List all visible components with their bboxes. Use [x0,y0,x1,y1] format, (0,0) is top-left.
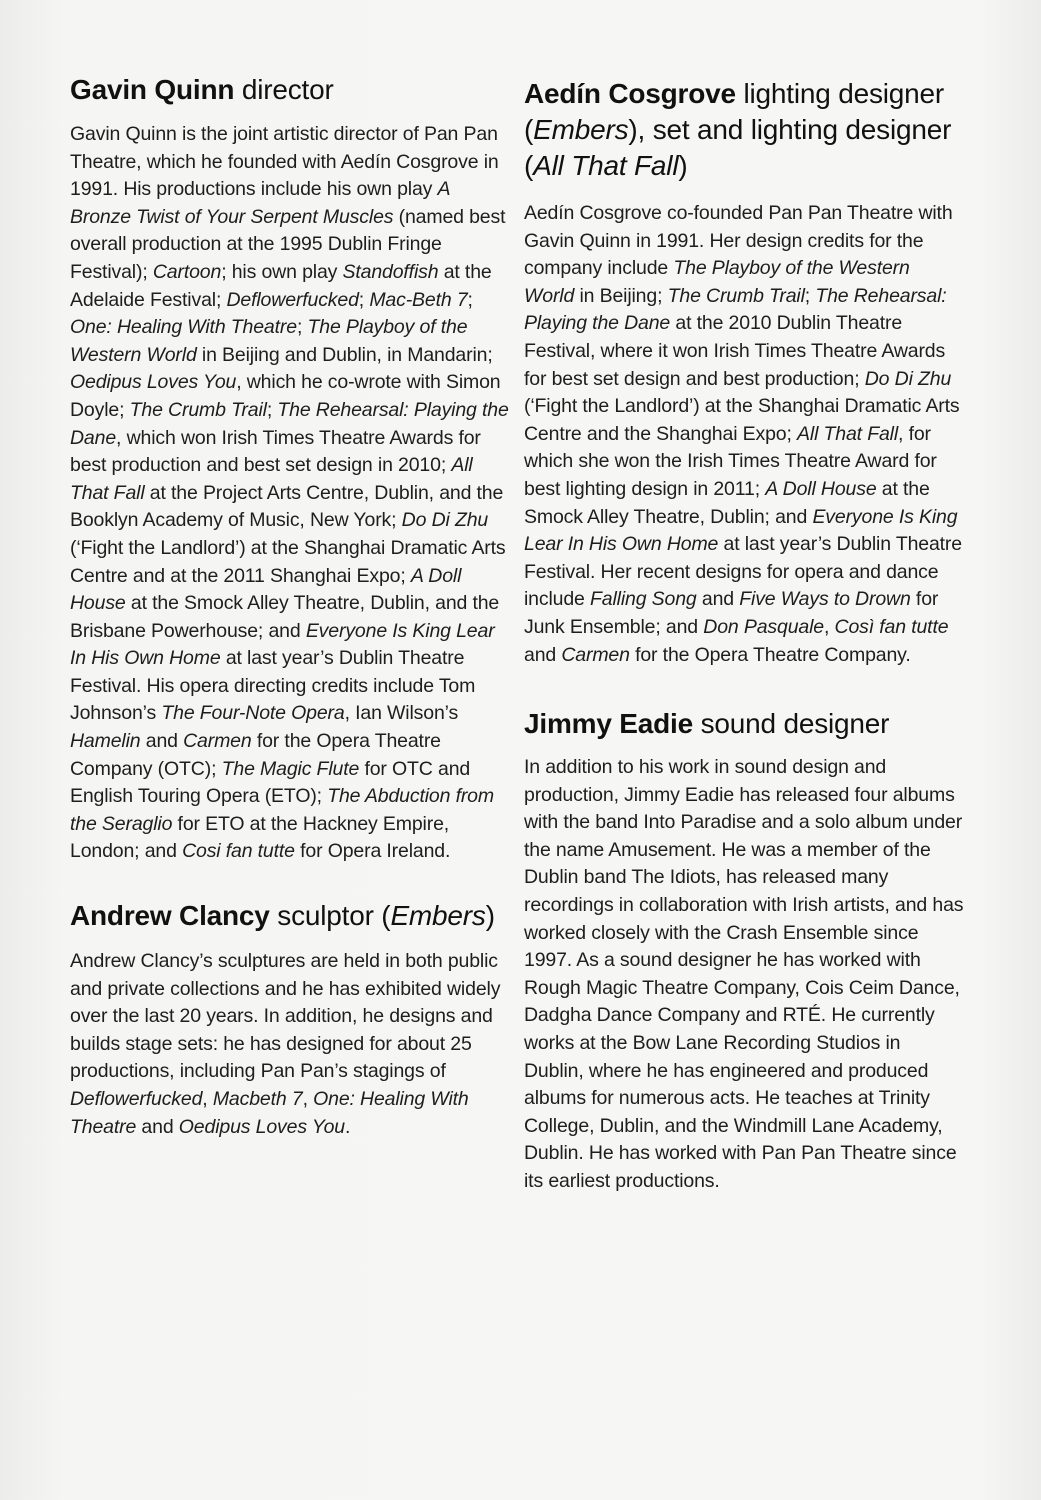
text-run: ) [678,150,688,181]
left-column [70,72,510,1141]
italic-title: A Bronze Twist of Your Serpent Muscles [70,178,450,228]
text-run: for Junk Ensemble; and [524,588,939,638]
text-run: lighting designer ( [524,78,945,145]
italic-title: The Playboy of the Western World [524,257,910,307]
text-run: (named best overall production at the 1995 Dublin Fringe Festival); [70,205,506,283]
text-run: (‘Fight the Landlord’) at the Shanghai Dramatic Arts Centre and at the 2011 Shanghai Expo; [70,536,506,587]
text-run: (‘Fight the Landlord’) at the Shanghai Dramatic Arts Centre and the Shanghai Expo; [524,395,960,445]
bio-text [524,754,964,1196]
italic-title: One: Healing With Theatre [70,1088,469,1138]
text-run: In addition to his work in sound design and production, Jimmy Eadie has released four albums with the band Into Paradise and a solo album under the name Amusement. He was a member of the Dublin band The Idiots, has released many recordings in collaboration with Irish artists, and has worked closely with the Crash Ensemble since 1997. As a sound designer he has worked with Rough Magic Theatre Company, Cois Ceim Dance, Dadgha Dance Company and RTÉ. He currently works at the Bow Lane Recording Studios in Dublin, where he has engineered and produced albums for numerous acts. He teaches at Trinity College, Dublin, and the Windmill Lane Academy, Dublin. He has worked with Pan Pan Theatre since its earliest productions. [524,756,964,1192]
italic-title: All That Fall [797,422,899,445]
italic-title: Oedipus Loves You [70,371,237,394]
text-run: for ETO at the Hackney Empire, London; and [70,812,450,863]
text-run: at last year’s Dublin Theatre Festival. Her recent designs for opera and dance include [524,533,962,611]
text-run: Gavin Quinn is the joint artistic director of Pan Pan Theatre, which he founded with Aedín Cosgrove in 1991. His productions include his own play [70,123,499,201]
text-run: in Beijing; [574,284,668,307]
text-run: and [696,588,740,611]
person-role-italic: Embers [390,900,486,932]
text-run: at the 2010 Dublin Theatre Festival, where it won Irish Times Theatre Awards for best set design and best production; [524,312,946,390]
bio-text [70,121,510,866]
text-run: , [823,615,835,638]
text-run: at the Smock Alley Theatre, Dublin, and the Brisbane Powerhouse; and [70,592,500,642]
italic-title: The Rehearsal: Playing the Dane [524,284,947,335]
text-run: , for which she won the Irish Times Theatre Award for best lighting design in 2011; [524,422,937,500]
text-run: ; [804,284,816,307]
italic-title: Hamelin [70,730,141,753]
italic-title: The Rehearsal: Playing the Dane [70,398,509,449]
text-run: Aedín Cosgrove co-founded Pan Pan Theatre with Gavin Quinn in 1991. Her design credits for the company include [524,202,953,280]
bio-jimmy-eadie [524,706,964,1196]
italic-title: Deflowerfucked [226,288,359,311]
heading-aedin-cosgrove [524,76,964,184]
text-run: ; [467,288,473,311]
italic-title: Falling Song [590,588,697,611]
text-run: ; his own play [221,260,343,283]
text-run: for the Opera Theatre Company. [629,643,911,666]
italic-title: Oedipus Loves You [178,1115,345,1138]
italic-title: Carmen [183,730,252,753]
bio-aedin-cosgrove [524,76,964,669]
italic-title: The Crumb Trail [667,284,805,307]
right-column [524,76,964,1196]
person-role: sculptor ( [277,900,391,932]
italic-title: Cosi fan tutte [182,840,295,863]
italic-title: Deflowerfucked [70,1088,203,1110]
text-run: for Opera Ireland. [294,840,451,863]
italic-title: Embers [533,114,629,145]
text-run: at last year’s Dublin Theatre Festival. His opera directing credits include Tom Johnson’s [70,647,476,725]
italic-title: The Four-Note Opera [161,702,345,725]
person-name: Jimmy Eadie [524,708,693,740]
italic-title: The Crumb Trail [129,398,267,421]
text-run: and [140,730,184,753]
bio-text [524,200,964,669]
text-run: , [302,1088,314,1110]
italic-title: A Doll House [765,477,877,500]
text-run: Andrew Clancy’s sculptures are held in both public and private collections and he has exhibited widely over the last 20 years. In addition, he designs and builds stage sets: he has designed for about 25 productions, including Pan Pan’s stagings of [70,950,501,1083]
italic-title: A Doll House [70,564,462,615]
bio-text [70,948,510,1141]
text-run: at the Smock Alley Theatre, Dublin; and [524,477,930,528]
heading-gavin-quinn [70,72,510,108]
italic-title: Do Di Zhu [864,367,952,390]
heading-jimmy-eadie [524,706,964,742]
italic-title: The Magic Flute [221,757,360,780]
text-run: ; [266,398,278,421]
italic-title: Do Di Zhu [401,509,489,532]
text-run: . [345,1115,351,1138]
italic-title: Macbeth 7 [212,1088,303,1110]
person-name: Gavin Quinn [70,74,235,105]
italic-title: Five Ways to Drown [739,588,911,611]
text-run: in Beijing and Dublin, in Mandarin; [196,343,493,366]
person-name: Andrew Clancy [70,900,270,932]
person-role: director [241,74,334,105]
italic-title: All That Fall [533,150,679,181]
text-run: , [202,1088,213,1110]
text-run: at the Adelaide Festival; [70,260,492,311]
text-run: ), set and lighting designer ( [524,114,952,181]
person-role-end: ) [485,900,495,932]
italic-title: The Abduction from the Seraglio [70,785,494,835]
person-name: Aedín Cosgrove [524,78,736,109]
text-run: and [136,1115,179,1138]
italic-title: Everyone Is King Lear In His Own Home [524,505,958,556]
bio-gavin-quinn [70,72,510,866]
italic-title: Mac-Beth 7 [369,288,468,311]
italic-title: Don Pasquale [703,615,824,638]
text-run: ; [296,316,308,339]
bio-andrew-clancy [70,898,510,1141]
italic-title: Cartoon [152,260,222,283]
text-run: and [524,643,562,666]
italic-title: The Playboy of the Western World [70,316,468,366]
text-run: ; [358,288,370,311]
heading-andrew-clancy [70,898,510,934]
text-run: , Ian Wilson’s [344,702,459,725]
italic-title: All That Fall [70,454,473,504]
italic-title: Carmen [561,643,630,666]
italic-title: One: Healing With Theatre [70,316,297,339]
text-run: , which he co-wrote with Simon Doyle; [70,371,501,421]
person-role: sound designer [700,708,890,740]
italic-title: Standoffish [342,260,439,283]
text-run: for OTC and English Touring Opera (ETO); [70,757,471,808]
text-run: , which won Irish Times Theatre Awards for best production and best set design in 2010; [70,426,481,477]
italic-title: Everyone Is King Lear In His Own Home [70,619,495,670]
text-run: at the Project Arts Centre, Dublin, and the Booklyn Academy of Music, New York; [70,481,504,532]
italic-title: Così fan tutte [834,615,949,638]
text-run: for the Opera Theatre Company (OTC); [70,730,441,780]
